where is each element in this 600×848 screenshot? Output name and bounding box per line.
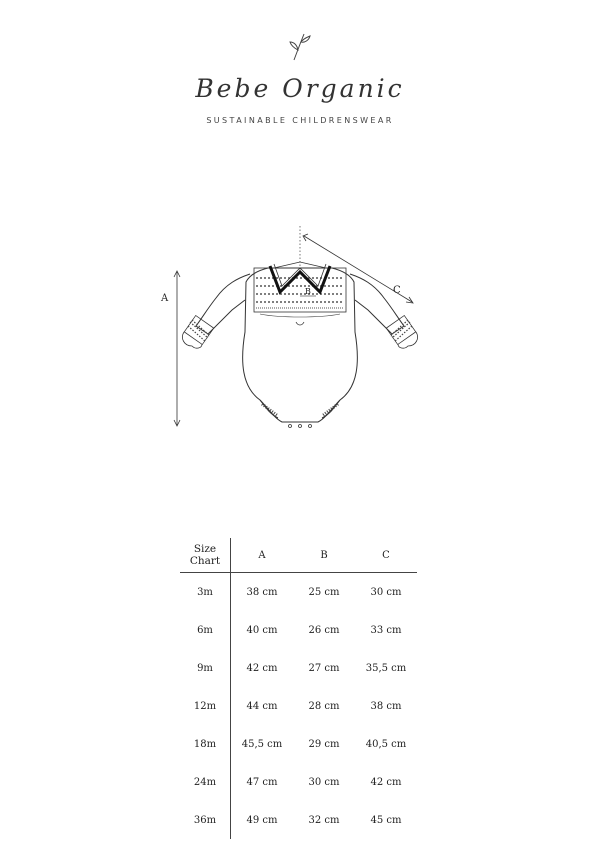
size-cell: 24m	[193, 776, 217, 788]
measurement-a-cell: 38 cm	[231, 573, 294, 612]
romper-illustration	[150, 222, 450, 442]
leaf-logo-icon	[288, 30, 312, 62]
measurement-c-cell: 33 cm	[370, 624, 402, 636]
column-header-a: A	[231, 538, 294, 573]
measurement-b-cell: 32 cm	[308, 814, 340, 826]
measurement-c-cell: 30 cm	[370, 586, 402, 598]
brand-tagline: SUSTAINABLE CHILDRENSWEAR	[206, 116, 394, 125]
measurement-c-cell: 35,5 cm	[365, 662, 407, 674]
table-row	[180, 725, 417, 763]
size-cell: 6m	[197, 624, 213, 636]
measurement-b-cell: 28 cm	[308, 700, 340, 712]
size-chart-corner	[180, 538, 231, 573]
measurement-c-cell: 42 cm	[370, 776, 402, 788]
measurement-b-cell: 26 cm	[308, 624, 340, 636]
table-row	[180, 687, 417, 725]
measurement-a-cell: 44 cm	[231, 687, 294, 725]
dimension-label-b: B	[305, 287, 311, 296]
measurement-b-cell: 27 cm	[308, 662, 340, 674]
measurement-b-cell: 25 cm	[308, 586, 340, 598]
size-chart-header-row	[180, 538, 417, 573]
measurement-b-cell: 30 cm	[308, 776, 340, 788]
column-header-b: B	[293, 538, 355, 573]
table-row	[180, 801, 417, 839]
table-row	[180, 573, 417, 612]
table-row	[180, 763, 417, 801]
table-row	[180, 649, 417, 687]
measurement-c-cell: 45 cm	[370, 814, 402, 826]
measurement-c-cell: 38 cm	[370, 700, 402, 712]
size-chart-title-line2: Chart	[189, 555, 221, 567]
size-chart-title-line1: Size	[193, 543, 217, 555]
size-cell: 9m	[197, 662, 213, 674]
size-cell: 18m	[193, 738, 217, 750]
measurement-a-cell: 47 cm	[231, 763, 294, 801]
measurement-c-cell: 40,5 cm	[365, 738, 407, 750]
column-header-c: C	[355, 538, 417, 573]
measurement-a-cell: 42 cm	[231, 649, 294, 687]
measurement-b-cell: 29 cm	[308, 738, 340, 750]
dimension-label-a: A	[161, 293, 169, 304]
size-chart-table	[180, 538, 417, 839]
size-cell: 36m	[193, 814, 217, 826]
measurement-a-cell: 49 cm	[231, 801, 294, 839]
table-row	[180, 611, 417, 649]
size-cell: 12m	[193, 700, 217, 712]
dimension-label-c: C	[393, 285, 401, 296]
brand-name: Bebe Organic	[195, 74, 405, 103]
measurement-a-cell: 45,5 cm	[231, 725, 294, 763]
size-cell: 3m	[197, 586, 213, 598]
measurement-a-cell: 40 cm	[231, 611, 294, 649]
